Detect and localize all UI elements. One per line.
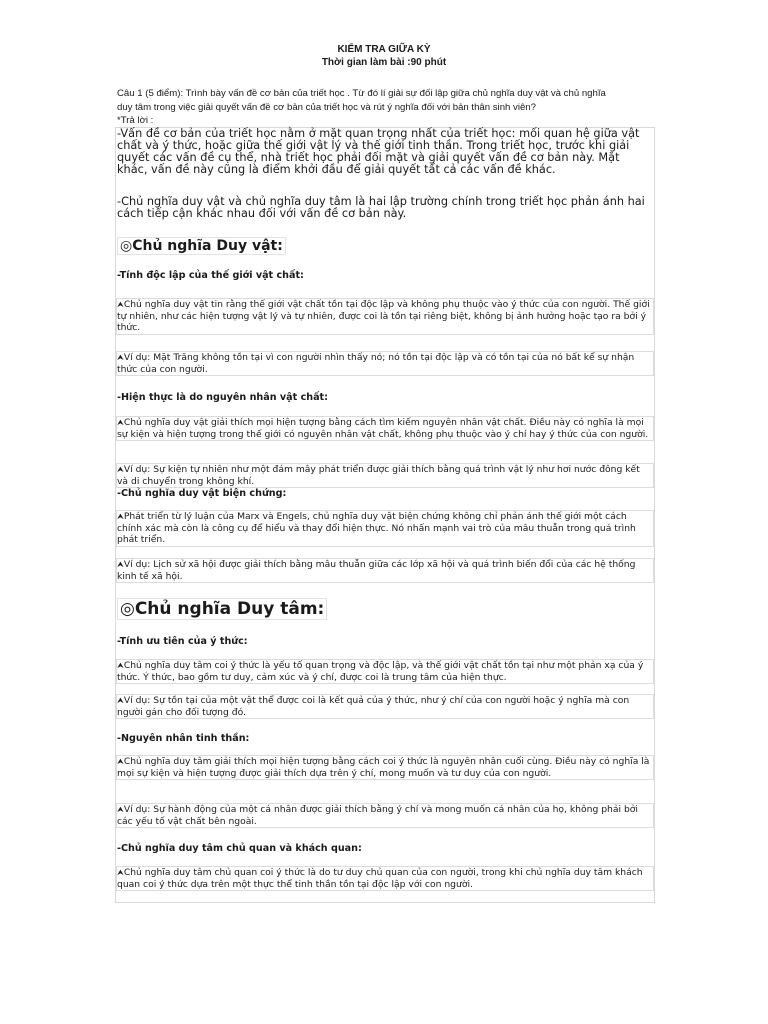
intro-paragraph-1: -Vấn đề cơ bản của triết học nằm ở mặt quan trọng nhất của triết học: mối quan hệ giữa vật chất và ý thức, hoặc giữa thế giới vật lý và thế giới tinh thần. Trong triết học, trước khi giải quyết các vấn đề cụ thể, nhà triết học phải đối mặt và giải quyết vấn đề cơ bản này. Mặt khác, vấn đề này cũng là điểm khởi đầu để giải quyết tất cả các vấn đề khác. <box>117 127 640 176</box>
materialism-section-3-title: -Chủ nghĩa duy vật biện chứng: <box>117 488 287 499</box>
bullet-icon: ⮝ <box>117 805 124 814</box>
bullet-icon: ⮝ <box>117 512 124 521</box>
bullet-icon: ⮝ <box>117 868 124 877</box>
exam-duration: Thời gian làm bài :90 phút <box>321 57 447 68</box>
materialism-section-1-bullet-1: ⮝Chủ nghĩa duy vật tin rằng thế giới vật chất tồn tại độc lập và không phụ thuộc vào ý thức của con người. Thế giới tự nhiên, như các hiện tượng vật lý và tự nhiên, được coi là tồn tại riêng biệt, không bị ảnh hưởng hoặc tạo ra bởi ý thức. <box>116 298 654 335</box>
bullet-icon: ⮝ <box>117 300 124 309</box>
materialism-section-1-title: -Tính độc lập của thế giới vật chất: <box>117 270 304 281</box>
idealism-section-2-bullet-1: ⮝Chủ nghĩa duy tâm giải thích mọi hiện tượng bằng cách coi ý thức là nguyên nhân cuối cùng. Điều này có nghĩa là mọi sự kiện và hiện tượng được giải thích dựa trên ý chí, mong muốn và tư duy của con người. <box>116 755 654 780</box>
idealism-section-2-bullet-2: ⮝Ví dụ: Sự hành động của một cá nhân được giải thích bằng ý chí và mong muốn cá nhân của họ, không phải bởi các yếu tố vật chất bên ngoài. <box>116 803 654 828</box>
question-line-2: duy tâm trong việc giải quyết vấn đề cơ bản của triết học và rút ý nghĩa đối với bản thân sinh viên? <box>117 102 536 113</box>
bullet-icon: ⮝ <box>117 418 124 427</box>
bullet-icon: ⮝ <box>117 465 124 474</box>
answer-label: *Trả lời : <box>117 115 154 126</box>
idealism-section-1-bullet-1: ⮝Chủ nghĩa duy tâm coi ý thức là yếu tố quan trọng và độc lập, và thế giới vật chất tồn tại như một phản xạ của ý thức. Ý thức, bao gồm tư duy, cảm xúc và ý chí, được coi là trung tâm của hiện thực. <box>116 659 654 684</box>
materialism-heading: ◎Chủ nghĩa Duy vật: <box>117 237 286 255</box>
idealism-section-1-title: -Tính ưu tiên của ý thức: <box>117 636 248 647</box>
materialism-section-3-bullet-1: ⮝Phát triển từ lý luận của Marx và Engels, chủ nghĩa duy vật biện chứng không chỉ phản ánh thế giới một cách chính xác mà còn là công cụ để hiểu và thay đổi hiện thực. Nó nhấn mạnh vai trò của mâu thuẫn trong quá trình phát triển. <box>116 510 654 547</box>
idealism-section-3-title: -Chủ nghĩa duy tâm chủ quan và khách quan: <box>117 843 362 854</box>
materialism-section-3-bullet-2: ⮝Ví dụ: Lịch sử xã hội được giải thích bằng mâu thuẫn giữa các lớp xã hội và quá trình biến đổi của các hệ thống kinh tế xã hội. <box>116 558 654 583</box>
idealism-heading: ◎Chủ nghĩa Duy tâm: <box>117 598 327 620</box>
bullet-icon: ⮝ <box>117 696 124 705</box>
bullet-icon: ⮝ <box>117 661 124 670</box>
materialism-section-1-bullet-2: ⮝Ví dụ: Mặt Trăng không tồn tại vì con người nhìn thấy nó; nó tồn tại độc lập và có tồn tại của nó bất kể sự nhận thức của con người. <box>116 351 654 376</box>
idealism-section-2-title: -Nguyên nhân tinh thần: <box>117 733 250 744</box>
materialism-section-2-title: -Hiện thực là do nguyên nhân vật chất: <box>117 392 328 403</box>
question-line-1: Câu 1 (5 điểm): Trình bày vấn đề cơ bản của triết học . Từ đó lí giải sự đối lập giữa chủ nghĩa duy vật và chủ nghĩa <box>117 88 606 99</box>
idealism-section-3-bullet-1: ⮝Chủ nghĩa duy tâm chủ quan coi ý thức là do tư duy chủ quan của con người, trong khi chủ nghĩa duy tâm khách quan coi ý thức dựa trên một thực thể tinh thần tồn tại độc lập với con người. <box>116 866 654 891</box>
idealism-section-1-bullet-2: ⮝Ví dụ: Sự tồn tại của một vật thể được coi là kết quả của ý thức, như ý chí của con người hoặc ý nghĩa mà con người gán cho đối tượng đó. <box>116 694 654 719</box>
bullet-icon: ⮝ <box>117 757 124 766</box>
bullet-icon: ⮝ <box>117 560 124 569</box>
materialism-section-2-bullet-2: ⮝Ví dụ: Sự kiện tự nhiên như một đám mây phát triển được giải thích bằng quá trình vật lý như hơi nước đông kết và di chuyển trong không khí. <box>116 463 654 488</box>
bullet-icon: ⮝ <box>117 353 124 362</box>
intro-paragraph-2: -Chủ nghĩa duy vật và chủ nghĩa duy tâm là hai lập trường chính trong triết học phản ánh hai cách tiếp cận khác nhau đối với vấn đề cơ bản này. <box>117 195 645 220</box>
exam-title: KIỂM TRA GIỮA KỲ <box>337 44 431 55</box>
materialism-section-2-bullet-1: ⮝Chủ nghĩa duy vật giải thích mọi hiện tượng bằng cách tìm kiếm nguyên nhân vật chất. Điều này có nghĩa là mọi sự kiện và hiện tượng trong thế giới có nguyên nhân vật chất, không phụ thuộc vào ý chí hay ý thức của con người. <box>116 416 654 441</box>
